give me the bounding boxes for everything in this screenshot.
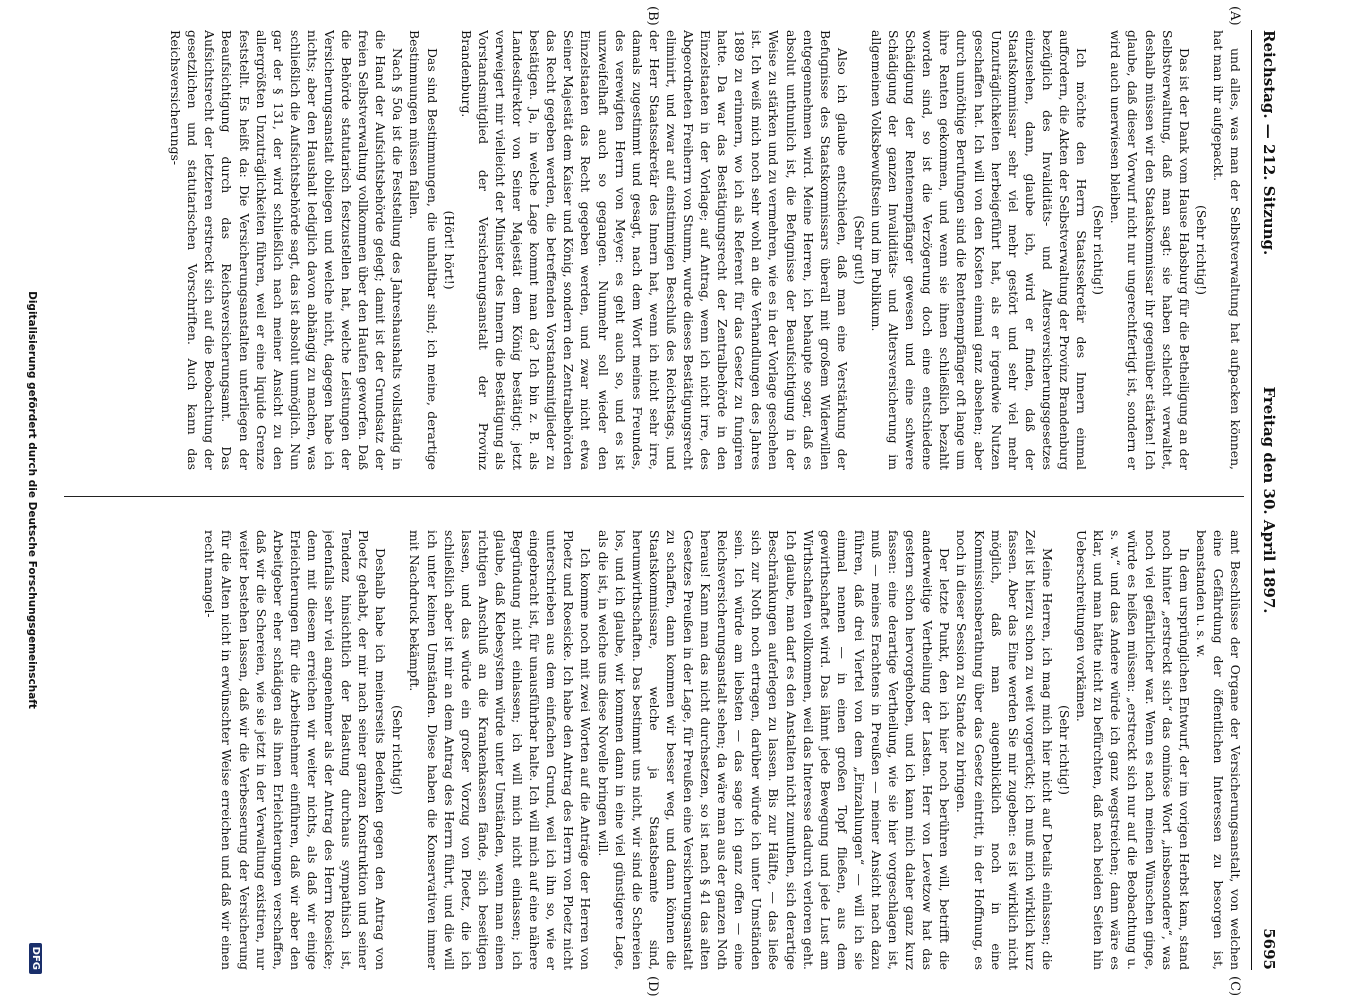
paragraph: Ich komme noch mit zwei Worten auf die Anträge der Herren von Ploetz und Roesicke. Ich habe den Antrag des Herrn von Ploetz nicht unterschrieben aus dem einfachen Grund, weil ich ihn so, wie er eingebracht ist, für unausführbar halte. Ich will mich auf eine nähere Begründung nicht einlassen; ich will mich nicht einlassen; ich glaube, daß Klebesystem würde unter Umständen, wenn man einen richtigen Anschluß an die Krankenkassen fände, sich beseitigen lassen, und das würde ein großer Vorzug von Ploetz, die ich schließlich aber ist mir an dem Antrag des Herrn führt, und die will ich unter keinen Umständen. Diese haben die Konservativen immer mit Nachdruck bekämpft. [407, 530, 594, 970]
interjection: (Hört! hört!) [441, 210, 457, 290]
header-session: Reichstag. — 212. Sitzung. [1260, 30, 1278, 256]
interjection: (Sehr richtig!) [1193, 205, 1209, 295]
paragraph: Das sind Bestimmungen, die unhaltbar sind; ich meine, derartige Bestimmungen müssen fallen. [407, 30, 440, 470]
paragraph: Nach § 50a ist die Feststellung des Jahreshaushalts vollständig in die Hand der Aufsichtsbehörde gelegt; damit ist der Grundsatz der freien Selbstverwaltung vollkommen über den Haufen geworfen. Daß die Behörde statutarisch festzustellen hat, welche Leistungen der Versicherungsanstalt obliegen und welche nicht, dagegen habe ich nichts; aber den Haushalt lediglich davon abhängig zu machen, was schließlich die Aufsichtsbehörde sagt, das ist absolut unmöglich. Nun gar der § 131, der wird schließlich nach meiner Ansicht zu den allergrößten Unzuträglichkeiten führen, weil er eine liquide Grenze feststellt. Es heißt da: Die Versicherungsanstalten unterliegen der Beaufsichtigung durch das Reichsversicherungsamt. Das Aufsichtsrecht der letzteren erstreckt sich auf die Beobachtung der gesetzlichen und statutarischen Vorschriften. Auch kann das Reichsversicherungs- [168, 30, 406, 470]
margin-mark-c: (C) [1227, 976, 1242, 997]
margin-mark-b: (B) [645, 6, 660, 26]
digitization-credit: Digitalisierung gefördert durch die Deutsche Forschungsgemeinschaft [26, 291, 38, 709]
margin-mark-a: (A) [1227, 6, 1242, 26]
paragraph: Deshalb habe ich meinerseits Bedenken gegen den Antrag von Ploetz gehabt, der mir nach seiner ganzen Konstruktion und seiner Tendenz hinsichtlich der Belastung durchaus sympathisch ist, jedenfalls sehr viel angenehmer als der Antrag des Herrn Roesicke; denn mit diesem erreichen wir weiter nichts, als daß wir einige Erleichterungen für die Arbeitnehmer einführen, daß wir aber den Arbeitgeber eher schädigen als ihnen Erleichterungen verschaffen, daß wir die Schereien, wie sie jetzt in der Verwaltung existiren, nur weiter bestehen lassen, daß wir die Verbesserung der Versicherung für die Alten nicht in erwünschter Weise erreichen und daß wir einen recht mangel- [202, 530, 389, 970]
margin-mark-d: (D) [645, 976, 660, 997]
text-column-right [64, 530, 1244, 970]
paragraph: Meine Herren, ich mag mich hier nicht auf Details einlassen; die Zeit ist hierzu schon zu weit vorgerückt; ich muß mich wirklich kurz fassen. Aber das Eine werden Sie mir zugeben: es ist wirklich nicht möglich, daß man augenblicklich noch in eine Kommissionsberathung über das Gesetz eintritt, in der Hoffnung, es noch in dieser Session zu Stande zu bringen. [954, 530, 1055, 970]
paragraph: In dem ursprünglichen Entwurf, der im vorigen Herbst kam, stand noch hinter „erstreckt sich“ das ominöse Wort „insbesondere“, was noch viel gefährlicher war. Wenn es nach meinen Wünschen ginge, würde es heißen müssen: „erstreckt sich nur auf die Beobachtung u. s. w.“ und das Andere würde ich ganz wegstreichen; dann wäre es klar, und man hätte nicht zu befürchten, daß nach beiden Seiten hin Ueberschreitungen vorkämen. [1074, 530, 1192, 970]
header-page-number: 5695 [1260, 928, 1278, 970]
dfg-logo: DFG [29, 943, 42, 974]
paragraph: Das ist der Dank vom Hause Habsburg für die Betheiligung an der Selbstverwaltung, daß man sagt: sie haben schlecht verwaltet, deshalb müssen wir den Staatskommissar ihr gegenüber stärken! Ich glaube, daß dieser Vorwurf nicht nur ungerechtfertigt ist, sondern er wird auch unerwiesen bleiben. [1108, 30, 1192, 470]
interjection: (Sehr richtig!) [1091, 205, 1107, 295]
paragraph: und alles, was man der Selbstverwaltung hat aufpacken können, hat man ihr aufgepackt. [1210, 30, 1243, 470]
page-header [1251, 30, 1282, 970]
interjection: (Sehr richtig!) [1057, 705, 1073, 795]
text-column-left [64, 30, 1244, 470]
header-date: Freitag den 30. April 1897. [1260, 386, 1278, 614]
column-divider [64, 496, 1244, 497]
paragraph: Ich möchte den Herrn Staatssekretär des Innern einmal auffordern, die Akten der Selbstverwaltung der Provinz Brandenburg bezüglich des Invaliditäts- und Altersversicherungsgesetzes einzusehen, dann, glaube ich, wird er finden, daß der Staatskommissar sehr viel mehr gestört und sehr viel mehr Unzuträglichkeiten herbeigeführt hat, als er irgendwie Nutzen geschaffen hat. Ich will von den Kosten einmal ganz absehen; aber durch unnöthige Berufungen sind die Rentenempfänger oft lange um ihre Renten gekommen, und wenn sie ihnen schließlich bezahlt worden sind, so ist die Verzögerung doch eine entschiedene Schädigung der Rentenempfänger gewesen und eine schwere Schädigung der ganzen Invaliditäts- und Altersversicherung im allgemeinen Volksbewußtsein und im Publikum. [869, 30, 1090, 470]
paragraph: amt Beschlüsse der Organe der Versicherungsanstalt, von welchen eine Gefährdung der öffentlichen Interessen zu besorgen ist, beanstanden u. s. w. [1193, 530, 1243, 970]
interjection: (Sehr richtig!) [390, 705, 406, 795]
paragraph: Der letzte Punkt, den ich hier noch berühren will, betrifft die anderweitige Vertheilung der Lasten. Herr von Levetzow hat das gestern schon hervorgehoben, und ich kann mich daher ganz kurz fassen: eine derartige Vertheilung, wie sie hier vorgeschlagen ist, muß — meines Erachtens in Preußen — meiner Ansicht nach dazu führen, daß drei Viertel von dem „Einzahlungen“ — will ich sie einmal nennen — in einen großen Topf fließen, aus dem gewirthschaftet wird. Das lähmt jede Bewegung und jede Lust am Wirthschaften vollkommen, weil das Interesse dadurch verloren geht. Ich glaube, man darf es den Anstalten nicht zumuthen, sich derartige Beschränkungen auferlegen zu lassen. Bis zur Hälfte, — das ließe sich zur Noth noch ertragen, darüber würde ich unter Umständen sein. Ich würde am liebsten — das sage ich ganz offen — eine Reichsversicherungsanstalt sehen; da wäre man aus der ganzen Noth heraus! Kann man das nicht durchsetzen, so ist nach § 41 das alten Gesetzes Preußen in der Lage, für Preußen eine Versicherungsanstalt zu schaffen, dann kommen wir besser weg, und dann können die Staatskommissare, welche ja Staatsbeamte sind, herumwirthschaften. Das bestimmt uns nicht, wir sind die Schereien los, und ich glaube, wir kommen dann in eine viel günstigere Lage, als die ist, in welche uns diese Novelle bringen will. [595, 530, 953, 970]
paragraph: Also ich glaube entschieden, daß man eine Verstärkung der Befugnisse des Staatskommissars überall mit großem Widerwillen entgegennehmen wird. Meine Herren, ich behaupte sogar, daß es absolut unthunlich ist, die Befugnisse der Beaufsichtigung in der Weise zu stärken und zu vermehren, wie es in der Vorlage geschehen ist. Ich weiß mich noch sehr wohl an die Verhandlungen des Jahres 1889 zu erinnern, wo ich als Referent für das Gesetz zu fungiren hatte. Da war das Bestätigungsrecht der Zentralbehörde in den Einzelstaaten in der Vorlage; auf Antrag, wenn ich nicht irre, des Abgeordneten Freiherrn von Stumm, wurde dieses Bestätigungsrecht eliminirt, und zwar auf einstimmigen Beschluß des Reichstags, und der Herr Staatssekretär des Innern hat, wenn ich nicht sehr irre, damals zugestimmt und gesagt, nach dem Wort meines Freundes, des verewigten Herrn von Meyer: es geht auch so, und es ist unzweifelhaft auch so gegangen. Nunmehr soll wieder den Einzelstaaten das Recht gegeben werden, und zwar nicht etwa Seiner Majestät dem Kaiser und König, sondern den Zentralbehörden das Recht gegeben werden, die betreffenden Vorstandsmitglieder zu bestätigen. Ja, in welche Lage kommt man da? Ich bin z. B. als Landesdirektor von Seiner Majestät dem König bestätigt; jetzt verweigert mir vielleicht der Minister des Innern die Bestätigung als Vorstandsmitglied der Versicherungsanstalt der Provinz Brandenburg. [458, 30, 850, 470]
interjection: (Sehr gut!) [851, 215, 867, 285]
